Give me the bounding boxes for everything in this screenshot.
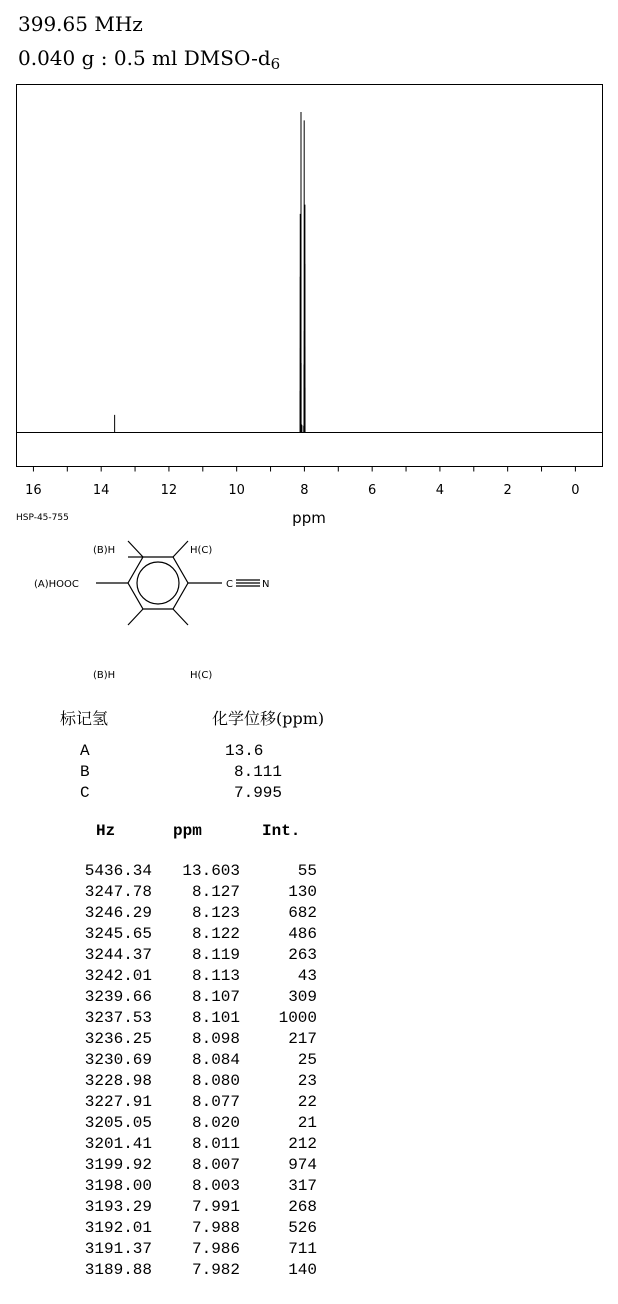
label-nitrile-carbon: C [226, 579, 233, 590]
peak-int-value: 486 [288, 925, 317, 943]
peak-ppm-value: 8.084 [191, 1051, 240, 1069]
peak-hz-value: 3228.98 [84, 1072, 152, 1090]
peak-table-row [0, 1030, 330, 1051]
peak-ppm-value: 8.011 [191, 1135, 240, 1153]
peak-hz-value: 5436.34 [84, 862, 152, 880]
peak-table-row [0, 862, 330, 883]
peak-hz-value: 3246.29 [84, 904, 152, 922]
peak-int-value: 682 [288, 904, 317, 922]
peak-int-value: 526 [288, 1219, 317, 1237]
peak-table-row [0, 1156, 330, 1177]
peak-ppm-value: 8.020 [191, 1114, 240, 1132]
peak-int-value: 22 [297, 1093, 317, 1111]
peak-table-row [0, 946, 330, 967]
peak-hz-value: 3198.00 [84, 1177, 152, 1195]
peak-int-value: 268 [288, 1198, 317, 1216]
peak-hz-value: 3191.37 [84, 1240, 152, 1258]
peak-table-row [0, 1198, 330, 1219]
bond-h-top-left [128, 541, 143, 557]
peak-ppm-value: 13.603 [182, 862, 240, 880]
peak-hz-value: 3205.05 [84, 1114, 152, 1132]
peak-hz-value: 3201.41 [84, 1135, 152, 1153]
x-tick-label: 8 [300, 483, 309, 498]
spacer [122, 553, 128, 557]
x-tick-label: 14 [92, 483, 110, 498]
peak-int-value: 55 [297, 862, 317, 880]
peak-ppm-value: 8.077 [191, 1093, 240, 1111]
peak-ppm-value: 8.003 [191, 1177, 240, 1195]
x-tick-label: 12 [160, 483, 178, 498]
assignment-label: B [80, 763, 90, 781]
peak-table-row [0, 967, 330, 988]
label-c-bottom: H(C) [190, 670, 213, 681]
peak-table-row [0, 1135, 330, 1156]
peak-int-value: 130 [288, 883, 317, 901]
peak-hz-value: 3245.65 [84, 925, 152, 943]
peak-table-row [0, 1072, 330, 1093]
assignment-header-label: 标记氢 [60, 709, 109, 728]
peak-table-row [0, 1051, 330, 1072]
assignment-label: A [80, 742, 90, 760]
assignment-shift: 8.111 [234, 763, 283, 781]
peak-table-row [0, 1009, 330, 1030]
label-c-top: H(C) [190, 545, 213, 556]
assignment-header-shift: 化学位移(ppm) [212, 709, 325, 728]
peak-table-row [0, 925, 330, 946]
bond-h-bottom-right [173, 609, 188, 625]
bond-h-top-right [173, 541, 188, 557]
peak-table-row [0, 883, 330, 904]
x-tick-label: 0 [571, 483, 580, 498]
label-b-top: (B)H [93, 545, 116, 556]
peak-ppm-value: 8.101 [191, 1009, 240, 1027]
peak-hz-value: 3199.92 [84, 1156, 152, 1174]
peak-hz-value: 3247.78 [84, 883, 152, 901]
peak-ppm-value: 8.127 [191, 883, 240, 901]
x-tick-label: 6 [368, 483, 377, 498]
peak-hz-value: 3189.88 [84, 1261, 152, 1279]
peak-table-row [0, 1219, 330, 1240]
label-nitrogen: N [262, 579, 270, 590]
spectrometer-frequency: 399.65 MHz [18, 12, 143, 36]
peak-hz-value: 3236.25 [84, 1030, 152, 1048]
peak-int-value: 317 [288, 1177, 317, 1195]
peak-hz-value: 3193.29 [84, 1198, 152, 1216]
sample-text: 0.040 g : 0.5 ml DMSO-d [18, 46, 271, 70]
peak-hz-value: 3244.37 [84, 946, 152, 964]
peak-int-value: 212 [288, 1135, 317, 1153]
peak-ppm-value: 8.122 [191, 925, 240, 943]
label-a-hooc: (A)HOOC [34, 579, 79, 590]
peak-hz-value: 3230.69 [84, 1051, 152, 1069]
peak-int-value: 23 [297, 1072, 317, 1090]
peak-int-value: 974 [288, 1156, 317, 1174]
peak-ppm-value: 7.988 [191, 1219, 240, 1237]
peak-ppm-value: 8.007 [191, 1156, 240, 1174]
peak-ppm-value: 8.123 [191, 904, 240, 922]
peak-table-row [0, 1093, 330, 1114]
assignment-shift: 7.995 [234, 784, 283, 802]
peak-ppm-value: 8.080 [191, 1072, 240, 1090]
catalog-id: HSP-45-755 [16, 513, 69, 523]
peak-table-header-int: Int. [262, 822, 301, 840]
peak-table-row [0, 988, 330, 1009]
x-tick-label: 2 [503, 483, 512, 498]
peak-int-value: 43 [297, 967, 317, 985]
peak-int-value: 140 [288, 1261, 317, 1279]
peak-int-value: 25 [297, 1051, 317, 1069]
bond-h-bottom-left [128, 609, 143, 625]
peak-ppm-value: 7.991 [191, 1198, 240, 1216]
peak-int-value: 711 [288, 1240, 317, 1258]
peak-table-header-ppm: ppm [173, 822, 202, 840]
peak-ppm-value: 8.113 [191, 967, 240, 985]
label-b-bottom: (B)H [93, 670, 116, 681]
peak-int-value: 309 [288, 988, 317, 1006]
peak-hz-value: 3242.01 [84, 967, 152, 985]
peak-table-header-hz: Hz [96, 822, 116, 840]
peak-table-row [0, 1114, 330, 1135]
sample-subscript: 6 [270, 55, 281, 73]
peak-hz-value: 3239.66 [84, 988, 152, 1006]
peak-ppm-value: 8.098 [191, 1030, 240, 1048]
peak-ppm-value: 7.982 [191, 1261, 240, 1279]
peak-table-row [0, 1240, 330, 1261]
x-axis-label: ppm [292, 509, 326, 527]
peak-int-value: 263 [288, 946, 317, 964]
peak-ppm-value: 7.986 [191, 1240, 240, 1258]
assignment-label: C [80, 784, 90, 802]
peak-ppm-value: 8.119 [191, 946, 240, 964]
aromatic-circle [137, 562, 179, 604]
x-tick-label: 10 [228, 483, 245, 498]
peak-table-row [0, 1261, 330, 1282]
peak-table-row [0, 904, 330, 925]
assignment-shift: 13.6 [225, 742, 264, 760]
peak-int-value: 21 [297, 1114, 317, 1132]
x-tick-label: 16 [25, 483, 42, 498]
x-tick-label: 4 [435, 483, 445, 498]
peak-hz-value: 3237.53 [84, 1009, 152, 1027]
peak-hz-value: 3227.91 [84, 1093, 152, 1111]
peak-int-value: 1000 [278, 1009, 317, 1027]
peak-hz-value: 3192.01 [84, 1219, 152, 1237]
peak-ppm-value: 8.107 [191, 988, 240, 1006]
peak-table-row [0, 1177, 330, 1198]
peak-int-value: 217 [288, 1030, 317, 1048]
